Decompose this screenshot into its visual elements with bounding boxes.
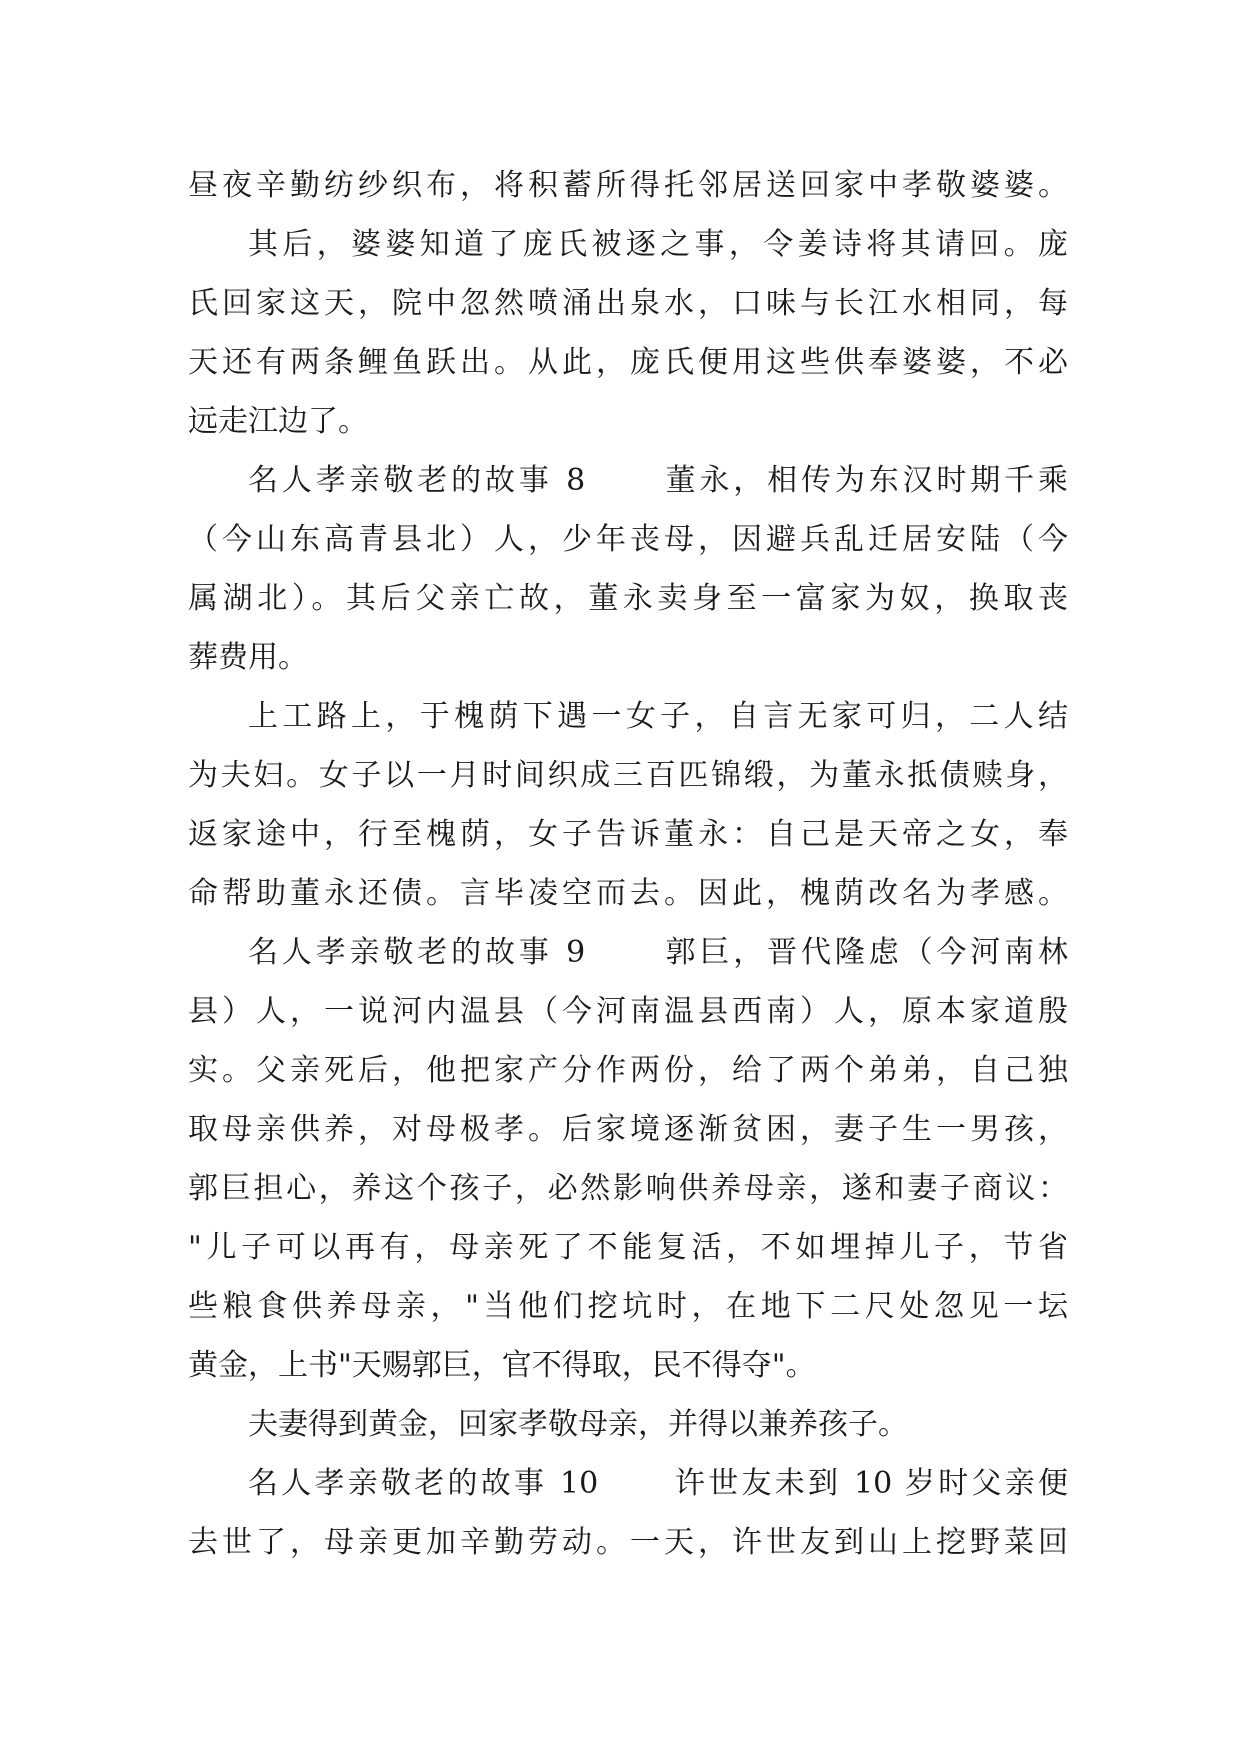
text-line: 黄金，上书"天赐郭巨，官不得取，民不得夺"。: [188, 1348, 816, 1383]
text-line: 去世了，母亲更加辛勤劳动。一天，许世友到山上挖野菜回: [188, 1525, 1068, 1560]
text-line: 返家途中，行至槐荫，女子告诉董永：自己是天帝之女，奉: [188, 817, 1068, 852]
document-body: [188, 156, 1068, 1572]
text-line: 氏回家这天，院中忽然喷涌出泉水，口味与长江水相同，每: [188, 286, 1068, 321]
text-line: 夫妻得到黄金，回家孝敬母亲，并得以兼养孩子。: [248, 1407, 908, 1442]
text-line: （今山东高青县北）人，少年丧母，因避兵乱迁居安陆（今: [188, 522, 1068, 557]
story-heading-line: 名人孝亲敬老的故事 9 郭巨，晋代隆虑（今河南林: [248, 935, 1068, 970]
story-heading-line: 名人孝亲敬老的故事 10 许世友未到 10 岁时父亲便: [248, 1466, 1068, 1501]
text-line: 远走江边了。: [188, 404, 368, 439]
text-line: 郭巨担心，养这个孩子，必然影响供养母亲，遂和妻子商议：: [188, 1171, 1068, 1206]
text-line: 些粮食供养母亲，"当他们挖坑时，在地下二尺处忽见一坛: [188, 1289, 1068, 1324]
text-line: 葬费用。: [188, 640, 308, 675]
text-line: 县）人，一说河内温县（今河南温县西南）人，原本家道殷: [188, 994, 1068, 1029]
text-line: 昼夜辛勤纺纱织布，将积蓄所得托邻居送回家中孝敬婆婆。: [188, 168, 1068, 203]
text-line: 属湖北）。其后父亲亡故，董永卖身至一富家为奴，换取丧: [188, 581, 1068, 616]
text-line: 命帮助董永还债。言毕凌空而去。因此，槐荫改名为孝感。: [188, 876, 1068, 911]
text-line: "儿子可以再有，母亲死了不能复活，不如埋掉儿子，节省: [188, 1230, 1068, 1265]
story-heading-line: 名人孝亲敬老的故事 8 董永，相传为东汉时期千乘: [248, 463, 1068, 498]
text-line: 取母亲供养，对母极孝。后家境逐渐贫困，妻子生一男孩，: [188, 1112, 1068, 1147]
text-line: 天还有两条鲤鱼跃出。从此，庞氏便用这些供奉婆婆，不必: [188, 345, 1068, 380]
text-line: 其后，婆婆知道了庞氏被逐之事，令姜诗将其请回。庞: [248, 227, 1068, 262]
text-line: 上工路上，于槐荫下遇一女子，自言无家可归，二人结: [248, 699, 1068, 734]
text-line: 实。父亲死后，他把家产分作两份，给了两个弟弟，自己独: [188, 1053, 1068, 1088]
text-line: 为夫妇。女子以一月时间织成三百匹锦缎，为董永抵债赎身，: [188, 758, 1068, 793]
